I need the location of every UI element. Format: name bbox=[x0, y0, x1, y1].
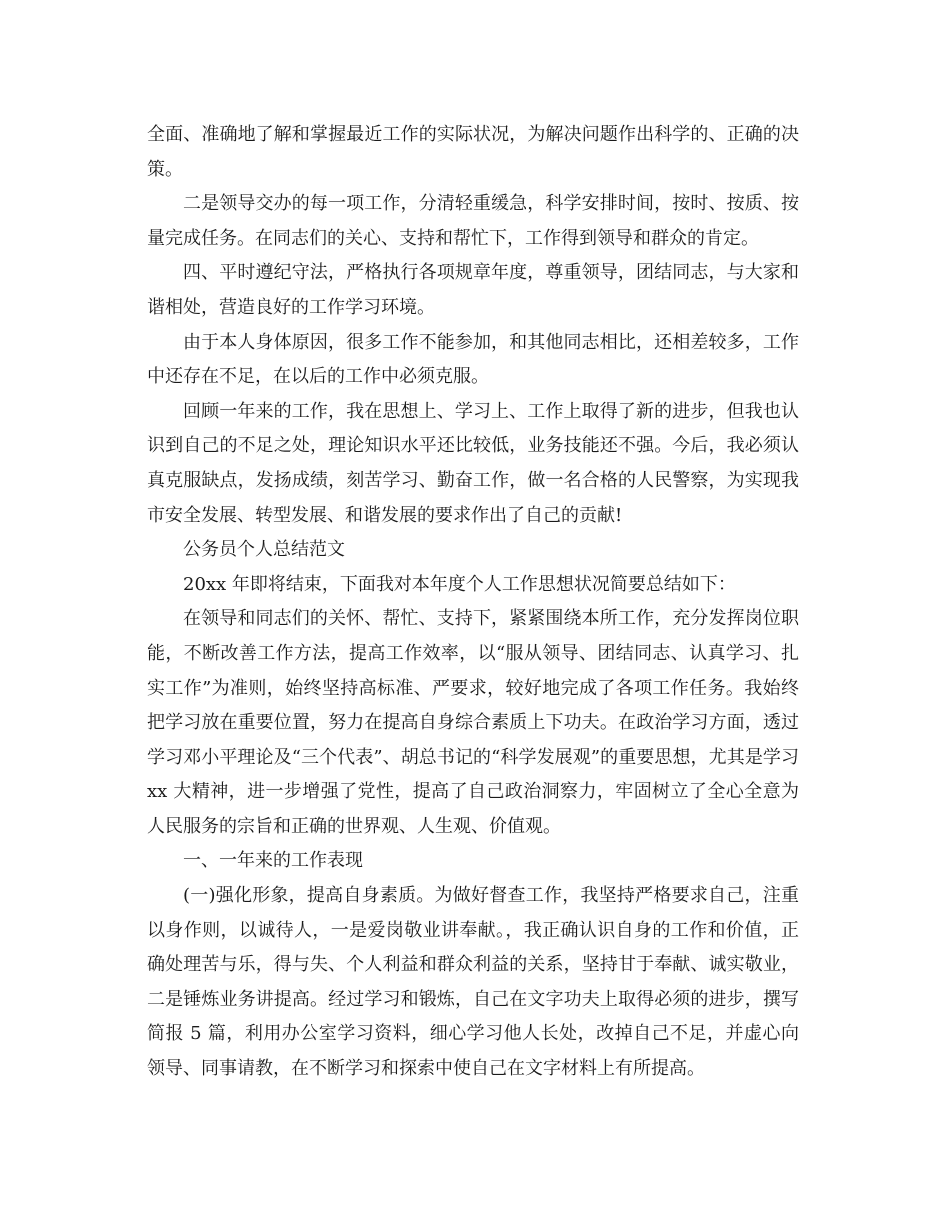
paragraph-10: (一)强化形象，提高自身素质。为做好督查工作，我坚持严格要求自己，注重以身作则，以诚待人，一是爱岗敬业讲奉献。，我正确认识自身的工作和价值，正确处理苦与乐，得与失、个人利益和群众利益的关系，坚持甘于奉献、诚实敬业，二是锤炼业务讲提高。经过学习和锻炼，自己在文字功夫上取得必须的进步，撰写简报 5 篇，利用办公室学习资料，细心学习他人长处，改掉自己不足，并虚心向领导、同事请教，在不断学习和探索中使自己在文字材料上有所提高。 bbox=[147, 885, 799, 1080]
paragraph-3: 四、平时遵纪守法，严格执行各项规章年度，尊重领导，团结同志，与大家和谐相处，营造良好的工作学习环境。 bbox=[147, 262, 799, 318]
document-body bbox=[147, 118, 799, 1087]
paragraph-8: 在领导和同志们的关怀、帮忙、支持下，紧紧围绕本所工作，充分发挥岗位职能，不断改善工作方法，提高工作效率，以“服从领导、团结同志、认真学习、扎实工作”为准则，始终坚持高标准、严要求，较好地完成了各项工作任务。我始终把学习放在重要位置，努力在提高自身综合素质上下功夫。在政治学习方面，透过学习邓小平理论及“三个代表”、胡总书记的“科学发展观”的重要思想，尤其是学习 xx 大精神，进一步增强了党性，提高了自己政治洞察力，牢固树立了全心全意为人民服务的宗旨和正确的世界观、人生观、价值观。 bbox=[147, 608, 799, 837]
paragraph-5: 回顾一年来的工作，我在思想上、学习上、工作上取得了新的进步，但我也认识到自己的不足之处，理论知识水平还比较低，业务技能还不强。今后，我必须认真克服缺点，发扬成绩，刻苦学习、勤奋工作，做一名合格的人民警察，为实现我市安全发展、转型发展、和谐发展的要求作出了自己的贡献! bbox=[147, 400, 799, 526]
paragraph-2: 二是领导交办的每一项工作，分清轻重缓急，科学安排时间，按时、按质、按量完成任务。在同志们的关心、支持和帮忙下，工作得到领导和群众的肯定。 bbox=[147, 193, 799, 249]
section-title: 公务员个人总结范文 bbox=[183, 539, 345, 561]
paragraph-7: 20xx 年即将结束，下面我对本年度个人工作思想状况简要总结如下： bbox=[183, 573, 736, 595]
paragraph-1: 全面、准确地了解和掌握最近工作的实际状况，为解决问题作出科学的、正确的决策。 bbox=[147, 124, 799, 180]
paragraph-4: 由于本人身体原因，很多工作不能参加，和其他同志相比，还相差较多，工作中还存在不足，在以后的工作中必须克服。 bbox=[147, 331, 799, 388]
subsection-heading: 一、一年来的工作表现 bbox=[183, 850, 363, 872]
